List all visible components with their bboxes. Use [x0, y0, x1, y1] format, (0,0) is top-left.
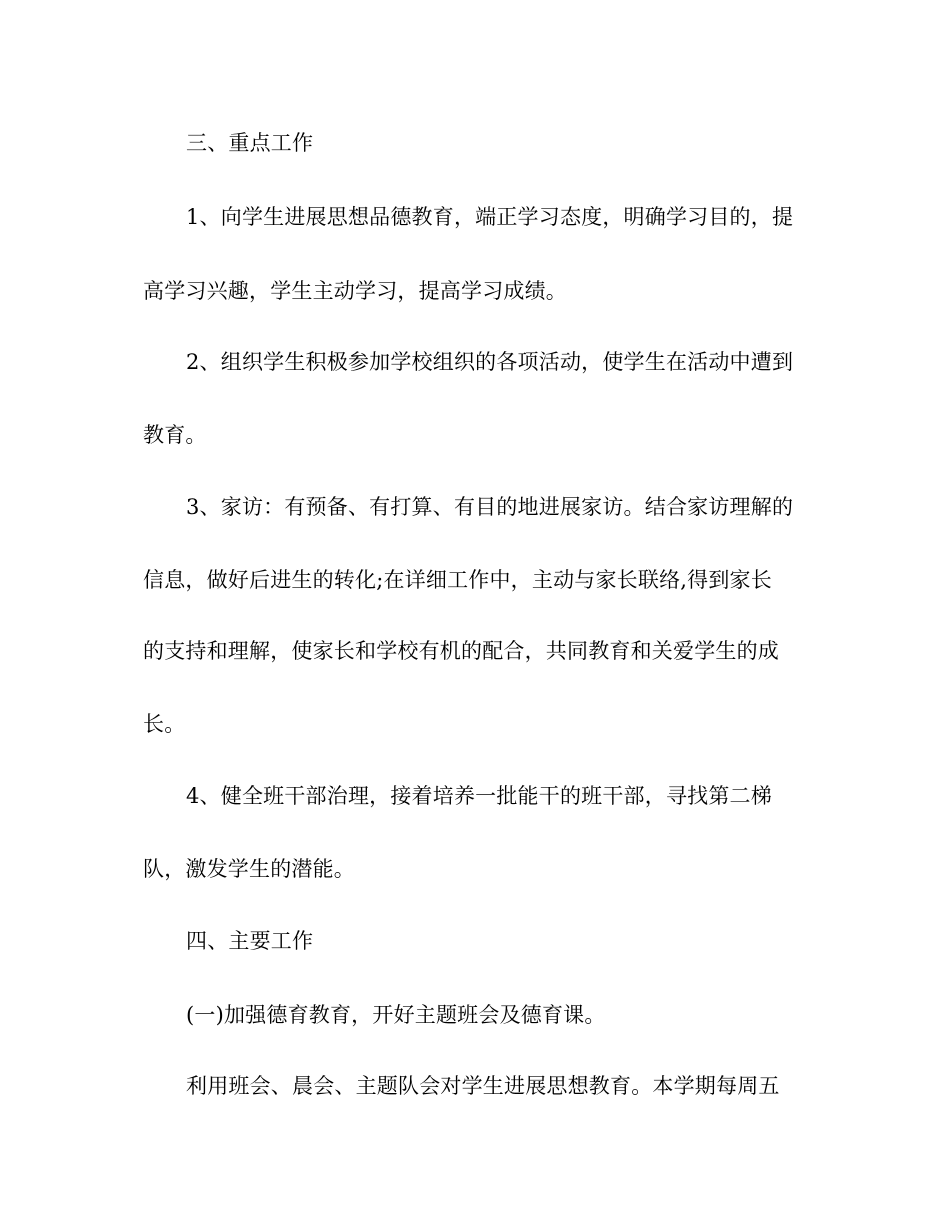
subsection-heading: (一)加强德育教育，开好主题班会及德育课。	[186, 1003, 606, 1027]
paragraph-line: 的支持和理解，使家长和学校有机的配合，共同教育和关爱学生的成	[143, 639, 779, 663]
paragraph-line: 3、家访：有预备、有打算、有目的地进展家访。结合家访理解的	[186, 495, 794, 519]
paragraph-line: 高学习兴趣，学生主动学习，提高学习成绩。	[143, 279, 567, 303]
paragraph-line: 利用班会、晨会、主题队会对学生进展思想教育。本学期每周五	[186, 1074, 780, 1098]
paragraph-line: 信息，做好后进生的转化;在详细工作中，主动与家长联络,得到家长	[143, 568, 772, 592]
paragraph-line: 4、健全班干部治理，接着培养一批能干的班干部，寻找第二梯	[186, 784, 772, 808]
paragraph-line: 教育。	[143, 423, 207, 447]
paragraph-line: 1、向学生进展思想品德教育，端正学习态度，明确学习目的，提	[186, 205, 794, 229]
paragraph-line: 队，激发学生的潜能。	[143, 857, 355, 881]
section-heading-main-work: 四、主要工作	[186, 929, 314, 953]
section-heading-key-work: 三、重点工作	[186, 131, 314, 155]
paragraph-line: 2、组织学生积极参加学校组织的各项活动，使学生在活动中遭到	[186, 350, 794, 374]
paragraph-line: 长。	[143, 712, 186, 736]
